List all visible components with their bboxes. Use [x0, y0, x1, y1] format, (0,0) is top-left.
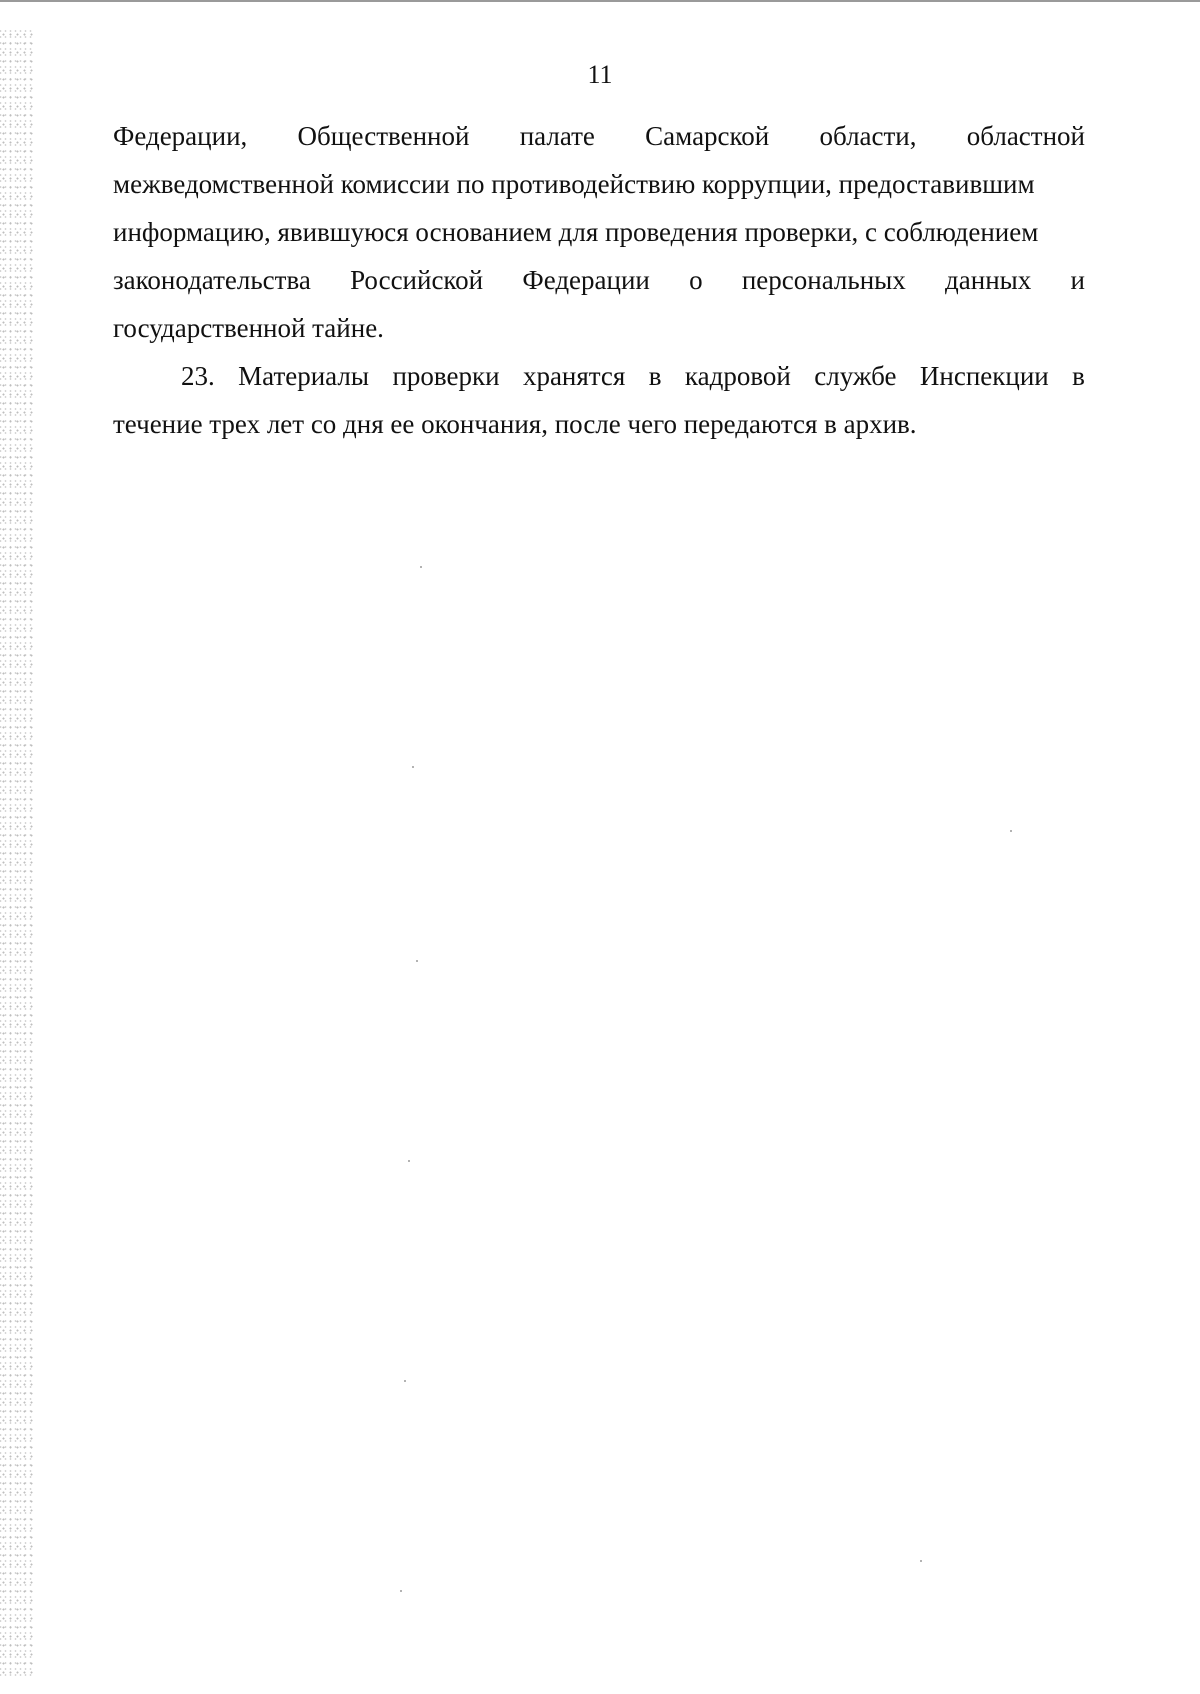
scan-speck: [400, 1590, 402, 1592]
word: палате: [519, 121, 595, 151]
word: данных: [945, 265, 1032, 295]
word: в: [1072, 361, 1085, 391]
word: областной: [966, 121, 1085, 151]
word: в: [648, 361, 662, 391]
scan-binding-edge: [0, 30, 34, 1680]
clause-number: 23.: [181, 361, 215, 391]
word: кадровой: [684, 361, 791, 391]
document-body: [113, 112, 1085, 448]
paragraph-line-4: [113, 256, 1085, 304]
word: области,: [819, 121, 917, 151]
scan-speck: [1010, 830, 1012, 832]
word: проверки: [392, 361, 500, 391]
paragraph-line-5: государственной тайне.: [113, 313, 384, 343]
word: Самарской: [645, 121, 770, 151]
word: и: [1070, 265, 1085, 295]
clause-23-line-2: течение трех лет со дня ее окончания, после чего передаются в архив.: [113, 409, 917, 439]
word: о: [689, 265, 703, 295]
paragraph-line-3: информацию, явившуюся основанием для проведения проверки, с соблюдением: [113, 217, 1039, 247]
scan-speck: [408, 1160, 410, 1162]
paragraph-line-2: межведомственной комиссии по противодействию коррупции, предоставившим: [113, 169, 1035, 199]
word: Материалы: [238, 361, 370, 391]
scan-speck: [412, 766, 414, 768]
scan-speck: [404, 1380, 406, 1382]
word: службе: [814, 361, 897, 391]
clause-23-line-1: [113, 352, 1085, 400]
scan-speck: [920, 1560, 922, 1562]
scan-speck: [416, 960, 418, 962]
page-number: 11: [587, 60, 613, 89]
word: Российской: [350, 265, 484, 295]
word: Общественной: [297, 121, 470, 151]
word: Федерации: [522, 265, 650, 295]
scan-speck: [420, 566, 422, 568]
word: персональных: [741, 265, 906, 295]
paragraph-line-1: [113, 112, 1085, 160]
word: хранятся: [522, 361, 626, 391]
word: законодательства: [113, 265, 311, 295]
word: Инспекции: [919, 361, 1049, 391]
word: Федерации,: [113, 121, 248, 151]
scan-top-border: [0, 0, 1200, 2]
